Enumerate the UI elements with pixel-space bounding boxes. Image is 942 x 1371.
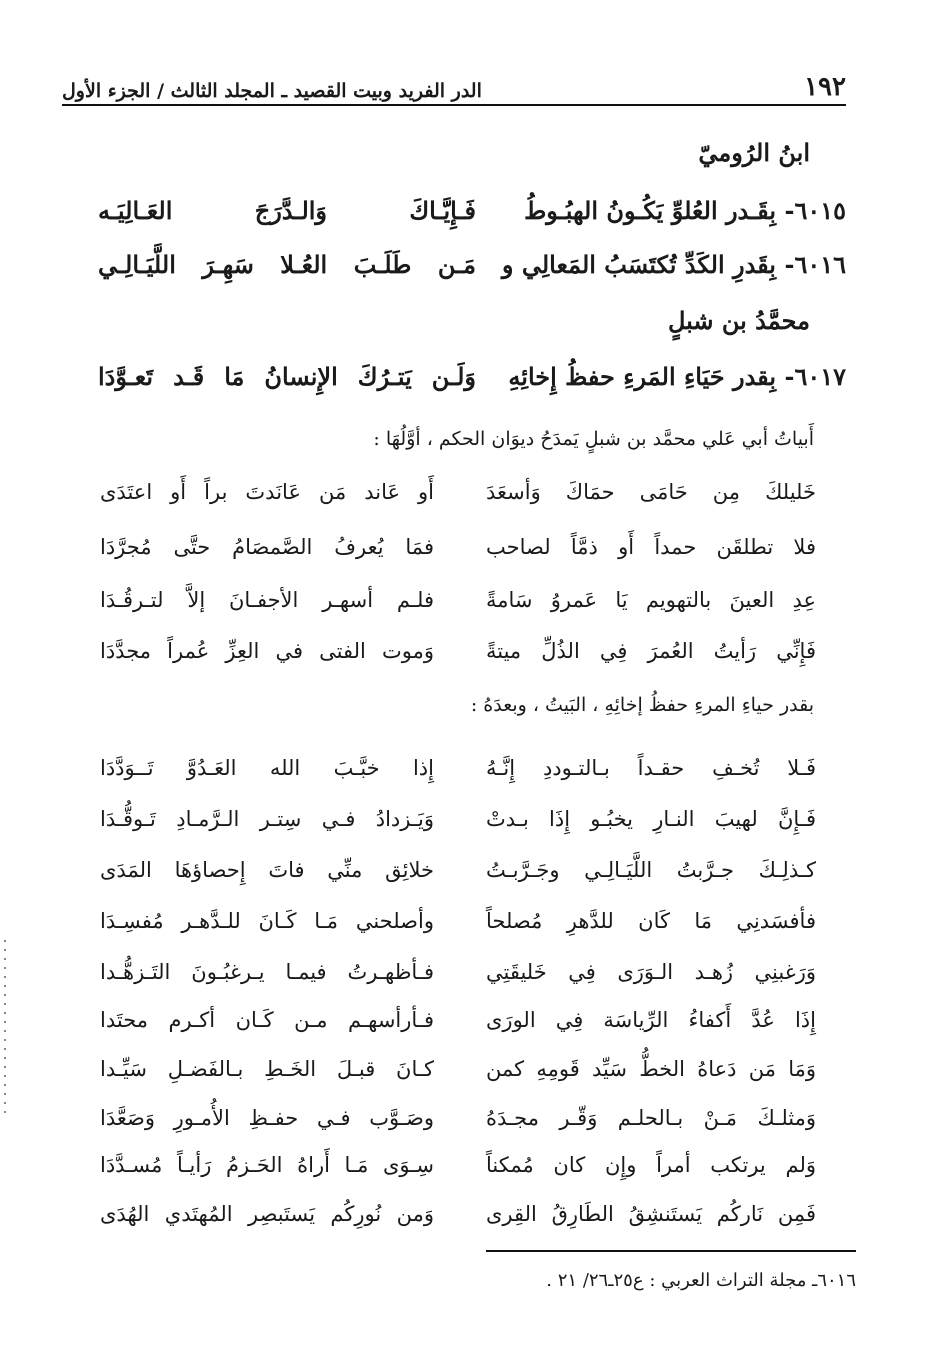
scan-edge-mark — [4, 940, 6, 1120]
poem-first-hemistich: فَـإِنَّ لهيبَ النـارِ يخبُـو إِذَا بـدتْ — [486, 807, 816, 831]
poem-second-hemistich: وأصلحني مَـا كَـانَ للـدَّهـر مُفسِـدَا — [100, 909, 434, 933]
poem-first-hemistich: فلا تطلقَن حمداً أَو ذمَّاً لصاحب — [486, 535, 816, 559]
verse-first-hemistich: بِقَدرِ الكَدِّ تُكتَسَبُ المَعالِي و — [501, 249, 776, 279]
poem-second-hemistich: وَموت الفتى في العِزِّ عُمراً مجدَّدَا — [100, 639, 434, 663]
poem-line — [100, 1194, 816, 1234]
poem-second-hemistich: فمَا يُعرفُ الصَّمصَامُ حتَّى مُجرَّدَا — [100, 535, 434, 559]
poem-line — [100, 799, 816, 839]
poem-second-hemistich: فلـم أسهـر الأجفـانَ إلاَّ لتـرقُـدَا — [100, 588, 434, 612]
verse-second-hemistich: وَلَـن يَتـرُكَ الإِنسانُ مَا قَـد تَعـوَّدَا — [98, 361, 476, 391]
header-divider — [62, 104, 846, 106]
poem-second-hemistich: إِذا خبَّـبَ الله العَـدُوَّ تَــوَدَّدَا — [100, 756, 434, 780]
poem-line — [100, 748, 816, 788]
poem-line — [100, 1000, 816, 1040]
poem-first-hemistich: وَمَا مَن دَعاهُ الخطُّ سَيِّد قَومِهِ كمن — [486, 1057, 816, 1081]
footnote-divider — [486, 1250, 856, 1252]
verse-number: ٦٠١٦- — [784, 249, 846, 279]
verse-first-hemistich: بِقدر حَيَاءِ المَرءِ حفظُ إِخائِهِ — [508, 361, 776, 391]
verse-number: ٦٠١٥- — [784, 195, 846, 225]
intro-text: أَبياتُ أبي عَلي محمَّد بن شبلٍ يَمدَحُ ديوَان الحكم ، أوَّلُهَا : — [373, 428, 814, 450]
poem-line — [100, 1145, 816, 1185]
poem-line — [100, 901, 816, 941]
running-title: الدر الفريد وبيت القصيد ـ المجلد الثالث / الجزء الأول — [62, 80, 482, 102]
bridge-text: بقدر حياءِ المرءِ حفظُ إخائِهِ ، البَيتُ ، وبعدَهُ : — [470, 694, 814, 716]
verse-number: ٦٠١٧- — [784, 361, 846, 391]
verse-line — [98, 244, 846, 284]
verse-first-hemistich: بِقَـدر العُلوِّ يَكُـونُ الهبُـوطُ — [524, 195, 776, 225]
poem-first-hemistich: كـذلِـكَ جـرَّبتُ اللَّيَـالِـي وجَـرَّبـتُ — [486, 858, 816, 882]
page-number: ١٩٢ — [804, 72, 846, 102]
verse-line — [98, 190, 846, 230]
poem-first-hemistich: وَلم يرتكب أمراً وإِن كان مُمكناً — [486, 1153, 816, 1177]
verse-second-hemistich: مَـن طَلَـبَ العُـلا سَهِـرَ اللَّيَـالِـي — [98, 249, 476, 279]
poem-line — [100, 580, 816, 620]
poem-first-hemistich: عِدِ العينَ بالتهويم يَا عَمروُ سَامةً — [486, 588, 816, 612]
poem-line — [100, 952, 816, 992]
poem-second-hemistich: وَمن نُورِكُم يَستَبصِر المُهتَدي الهُدَى — [100, 1202, 434, 1226]
poem-second-hemistich: وَيَـزدادُ فـي سِتـر الـرَّمـادِ تَـوقُّـدَا — [100, 807, 434, 831]
poem-second-hemistich: خلائِق منِّي فاتَ إِحصاؤهَا المَدَى — [100, 858, 434, 882]
footnote: ٦٠١٦ـ مجلة التراث العربي : ع٢٥ـ٢٦/ ٢١ . — [546, 1270, 856, 1291]
poem-line — [100, 1098, 816, 1138]
verse-second-hemistich: فَـإِيَّـاكَ وَالـدَّرَجَ العَـالِيَـه — [98, 195, 476, 225]
poem-second-hemistich: وصَـوَّب فـي حفـظِ الأُمـورِ وَصَعَّدَا — [100, 1106, 434, 1130]
poem-line — [100, 631, 816, 671]
poem-first-hemistich: وَمثلـكَ مَـنْ بـالحلـم وَقّـر مجـدَهُ — [486, 1106, 816, 1130]
poem-first-hemistich: فأفسَدنِي مَا كَان للدَّهرِ مُصلحاً — [486, 909, 816, 933]
poet-name: ابنُ الرُوميّ — [698, 138, 810, 167]
page-header — [62, 58, 846, 102]
poem-line — [100, 527, 816, 567]
poem-line — [100, 472, 816, 512]
poem-first-hemistich: فَـلا تُخـفِ حقـداً بـالتـوددِ إِنَّـهُ — [486, 756, 816, 780]
verse-line — [98, 356, 846, 396]
poem-second-hemistich: فـأظهـرتُ فيمـا يـرغبُـونَ التَـزهُّـدا — [100, 960, 434, 984]
poem-first-hemistich: خَليلكَ مِن حَامَى حمَاكَ وَأسعَدَ — [486, 480, 816, 504]
poem-second-hemistich: كـانَ قبـلَ الخَـطِ بـالفَضـلِ سَيِّـدا — [100, 1057, 434, 1081]
poem-first-hemistich: فَمِن نَاركُم يَستَنشِقُ الطَارِقُ القِرى — [486, 1202, 816, 1226]
poem-line — [100, 850, 816, 890]
poem-second-hemistich: فـأرأسهـم مـن كَـان أكـرم محتَدا — [100, 1008, 434, 1032]
poem-first-hemistich: فَإِنِّي رَأيتُ العُمرَ فِي الذُلِّ ميتةً — [486, 639, 816, 663]
poem-second-hemistich: أَو عَاند مَن عَانَدتَ براً أَو اعتَدَى — [100, 480, 434, 504]
poem-first-hemistich: وَرَغبنِي زُهـد الـوَرَى فِي خَليقَتِي — [486, 960, 816, 984]
poem-second-hemistich: سِـوَى مَـا أَراهُ الحَـزمُ رَأيـاً مُسـدَّدَا — [100, 1153, 434, 1177]
poem-line — [100, 1049, 816, 1089]
poem-first-hemistich: إِذَا عُدَّ أَكفاءُ الرِّياسَة فِي الورَى — [486, 1008, 816, 1032]
poet-name: محمَّدُ بن شبلٍ — [667, 306, 810, 335]
